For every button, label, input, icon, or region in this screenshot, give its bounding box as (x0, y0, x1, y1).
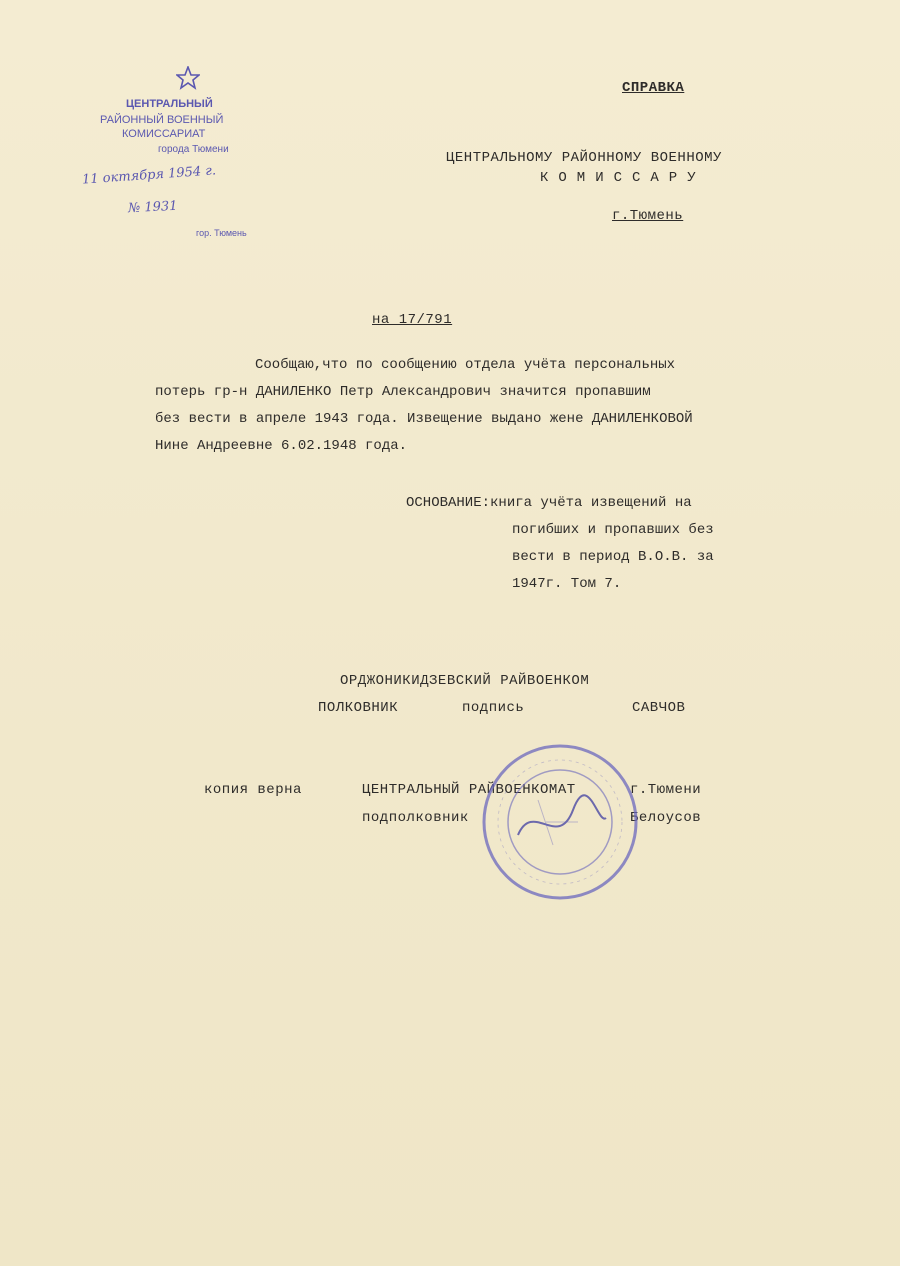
basis-block (406, 490, 714, 598)
star-icon (176, 66, 200, 90)
registration-stamp (78, 60, 318, 250)
stamp-line-4: города Тюмени (158, 144, 229, 155)
stamp-line-2: РАЙОННЫЙ ВОЕННЫЙ (100, 114, 224, 126)
stamp-number: № 1931 (127, 198, 178, 217)
stamp-city: гор. Тюмень (196, 228, 247, 238)
addressee-line-1: ЦЕНТРАЛЬНОМУ РАЙОННОМУ ВОЕННОМУ (446, 150, 722, 166)
copy-note-city: г.Тюмени (630, 782, 702, 798)
signature-mark: подпись (462, 700, 525, 716)
stamp-line-1: ЦЕНТРАЛЬНЫЙ (126, 98, 213, 110)
round-seal-icon (478, 740, 643, 905)
addressee-line-2: КОМИССАРУ (540, 170, 706, 186)
signature-rank: ПОЛКОВНИК (318, 700, 399, 716)
copy-note-rank: подполковник (362, 810, 469, 826)
signature-title: ОРДЖОНИКИДЗЕВСКИЙ РАЙВОЕНКОМ (340, 673, 590, 689)
body-line-1: Сообщаю,что по сообщению отдела учёта персональных (255, 357, 676, 373)
basis-line-2: погибших и пропавших без (512, 522, 714, 538)
body-line-2: потерь гр-н ДАНИЛЕНКО Петр Александрович значится пропавшим (155, 384, 651, 400)
copy-note-name: Белоусов (630, 810, 702, 826)
body-paragraph (155, 352, 693, 460)
copy-note-label: копия верна (204, 782, 302, 798)
stamp-date: 11 октября 1954 г. (81, 163, 217, 188)
basis-line-1: ОСНОВАНИЕ:книга учёта извещений на (406, 495, 692, 511)
body-line-4: Нине Андреевне 6.02.1948 года. (155, 438, 408, 454)
body-line-3: без вести в апреле 1943 года. Извещение выдано жене ДАНИЛЕНКОВОЙ (155, 411, 693, 427)
reference-number: на 17/791 (372, 312, 453, 328)
stamp-line-3: КОМИССАРИАТ (122, 128, 206, 140)
copy-note-org: ЦЕНТРАЛЬНЫЙ РАЙВОЕНКОМАТ (362, 782, 576, 798)
basis-line-4: 1947г. Том 7. (512, 576, 622, 592)
document-label: СПРАВКА (622, 80, 685, 96)
addressee-city: г.Тюмень (612, 208, 684, 224)
signature-name: САВЧОВ (632, 700, 686, 716)
basis-line-3: вести в период В.О.В. за (512, 549, 714, 565)
